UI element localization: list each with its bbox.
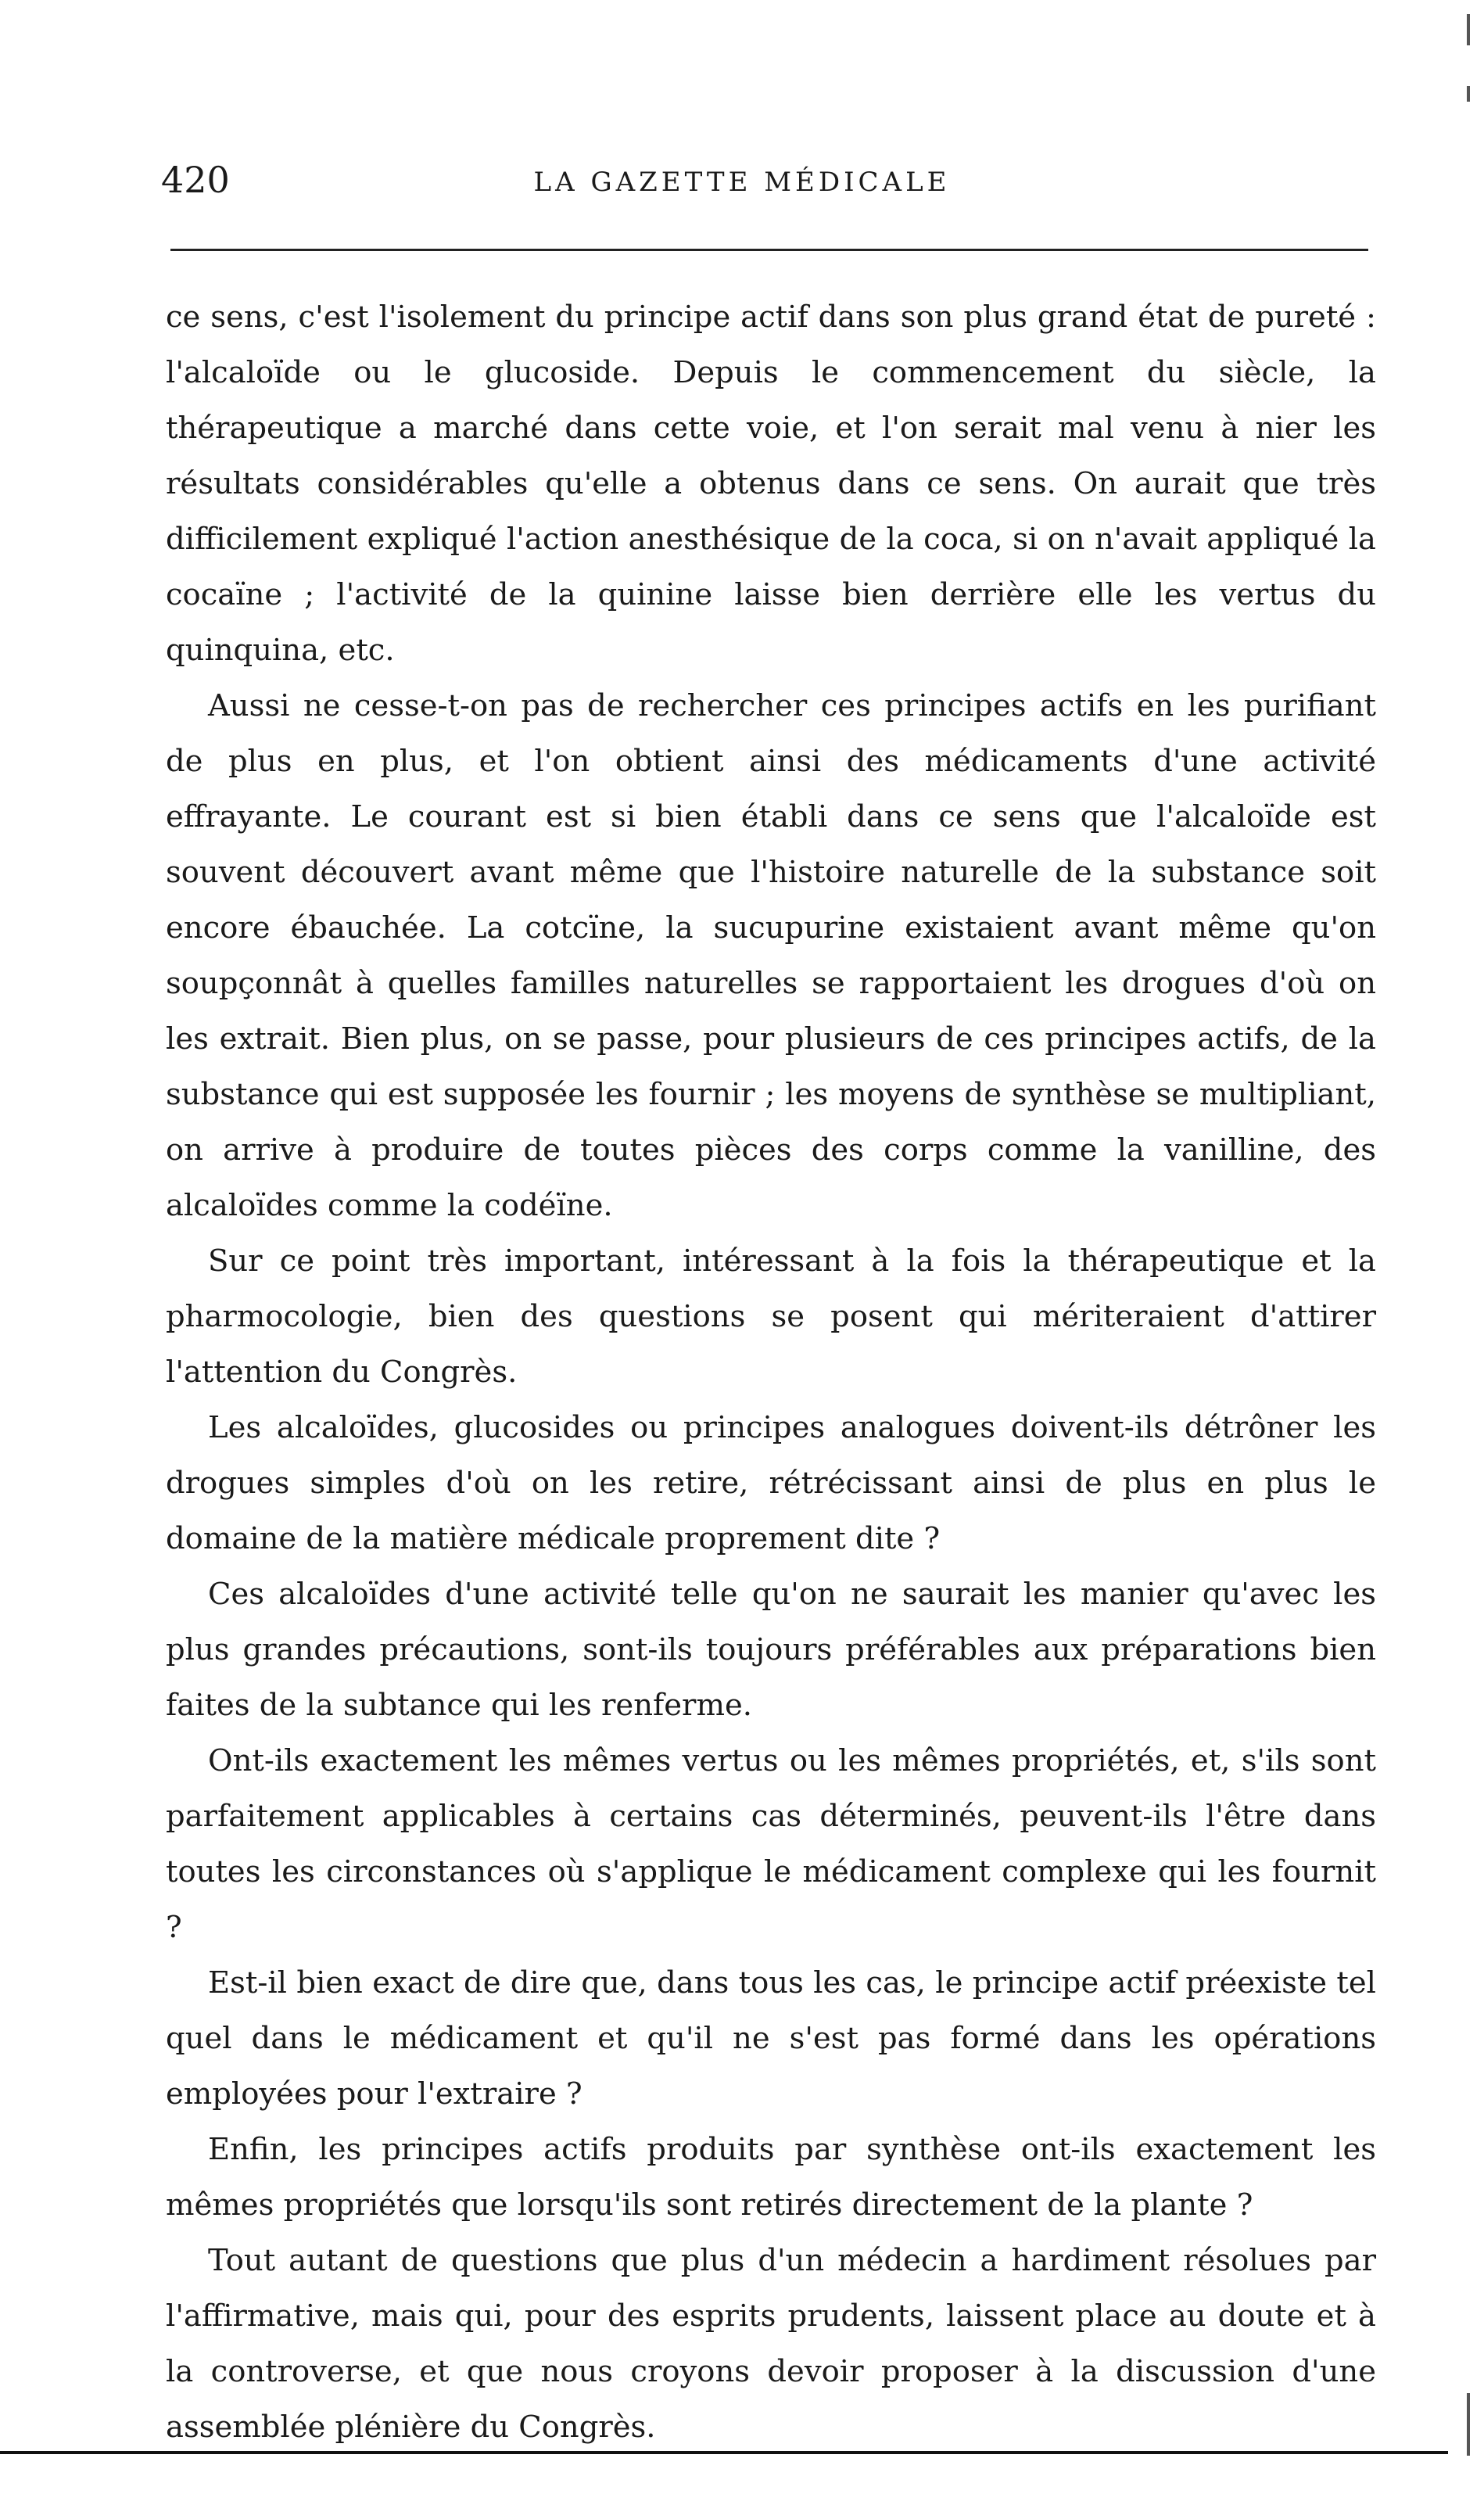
body-text (166, 289, 1376, 2455)
paragraph-1: ce sens, c'est l'isolement du principe actif dans son plus grand état de pureté : l'alcaloïde ou le glucoside. Depuis le commencement du siècle, la thérapeutique a marché dans cette voie, et l'on serait mal venu à nier les résultats considérables qu'elle a obtenus dans ce sens. On aurait que très difficilement expliqué l'action anesthésique de la coca, si on n'avait appliqué la cocaïne ; l'activité de la quinine laisse bien derrière elle les vertus du quinquina, etc. (166, 300, 1376, 668)
header-rule (170, 249, 1368, 251)
paragraph-5: Ces alcaloïdes d'une activité telle qu'on ne saurait les manier qu'avec les plus grandes précautions, sont-ils toujours préférables aux préparations bien faites de la subtance qui les renferme. (166, 1577, 1376, 1723)
paragraph-8: Enfin, les principes actifs produits par synthèse ont-ils exactement les mêmes propriétés que lorsqu'ils sont retirés directement de la plante ? (166, 2132, 1376, 2223)
paragraph-4: Les alcaloïdes, glucosides ou principes analogues doivent-ils détrôner les drogues simples d'où on les retire, rétrécissant ainsi de plus en plus le domaine de la matière médicale proprement dite ? (166, 1410, 1376, 1556)
paragraph-7: Est-il bien exact de dire que, dans tous les cas, le principe actif préexiste tel quel dans le médicament et qu'il ne s'est pas formé dans les opérations employées pour l'extraire ? (166, 1965, 1376, 2112)
edge-mark-bottom (1467, 2393, 1470, 2456)
edge-mark-upper (1467, 86, 1470, 102)
paragraph-9: Tout autant de questions que plus d'un médecin a hardiment résolues par l'affirmative, mais qui, pour des esprits prudents, laissent place au doute et à la controverse, et que nous croyons devoir proposer à la discussion d'une assemblée plénière du Congrès. (166, 2243, 1376, 2445)
running-title: LA GAZETTE MÉDICALE (533, 167, 951, 198)
bottom-rule (0, 2451, 1448, 2454)
edge-mark-top (1467, 14, 1470, 45)
page-number: 420 (161, 159, 230, 201)
paragraph-6: Ont-ils exactement les mêmes vertus ou les mêmes propriétés, et, s'ils sont parfaitement applicables à certains cas déterminés, peuvent-ils l'être dans toutes les circonstances où s'applique le médicament complexe qui les fournit ? (166, 1743, 1376, 1945)
paragraph-3: Sur ce point très important, intéressant à la fois la thérapeutique et la pharmocologie, bien des questions se posent qui mériteraient d'attirer l'attention du Congrès. (166, 1243, 1376, 1390)
paragraph-2: Aussi ne cesse-t-on pas de rechercher ces principes actifs en les purifiant de plus en plus, et l'on obtient ainsi des médicaments d'une activité effrayante. Le courant est si bien établi dans ce sens que l'alcaloïde est souvent découvert avant même que l'histoire naturelle de la substance soit encore ébauchée. La cotcïne, la sucupurine existaient avant même qu'on soupçonnât à quelles familles naturelles se rapportaient les drogues d'où on les extrait. Bien plus, on se passe, pour plusieurs de ces principes actifs, de la substance qui est supposée les fournir ; les moyens de synthèse se multipliant, on arrive à produire de toutes pièces des corps comme la vanilline, des alcaloïdes comme la codéïne. (166, 688, 1376, 1223)
